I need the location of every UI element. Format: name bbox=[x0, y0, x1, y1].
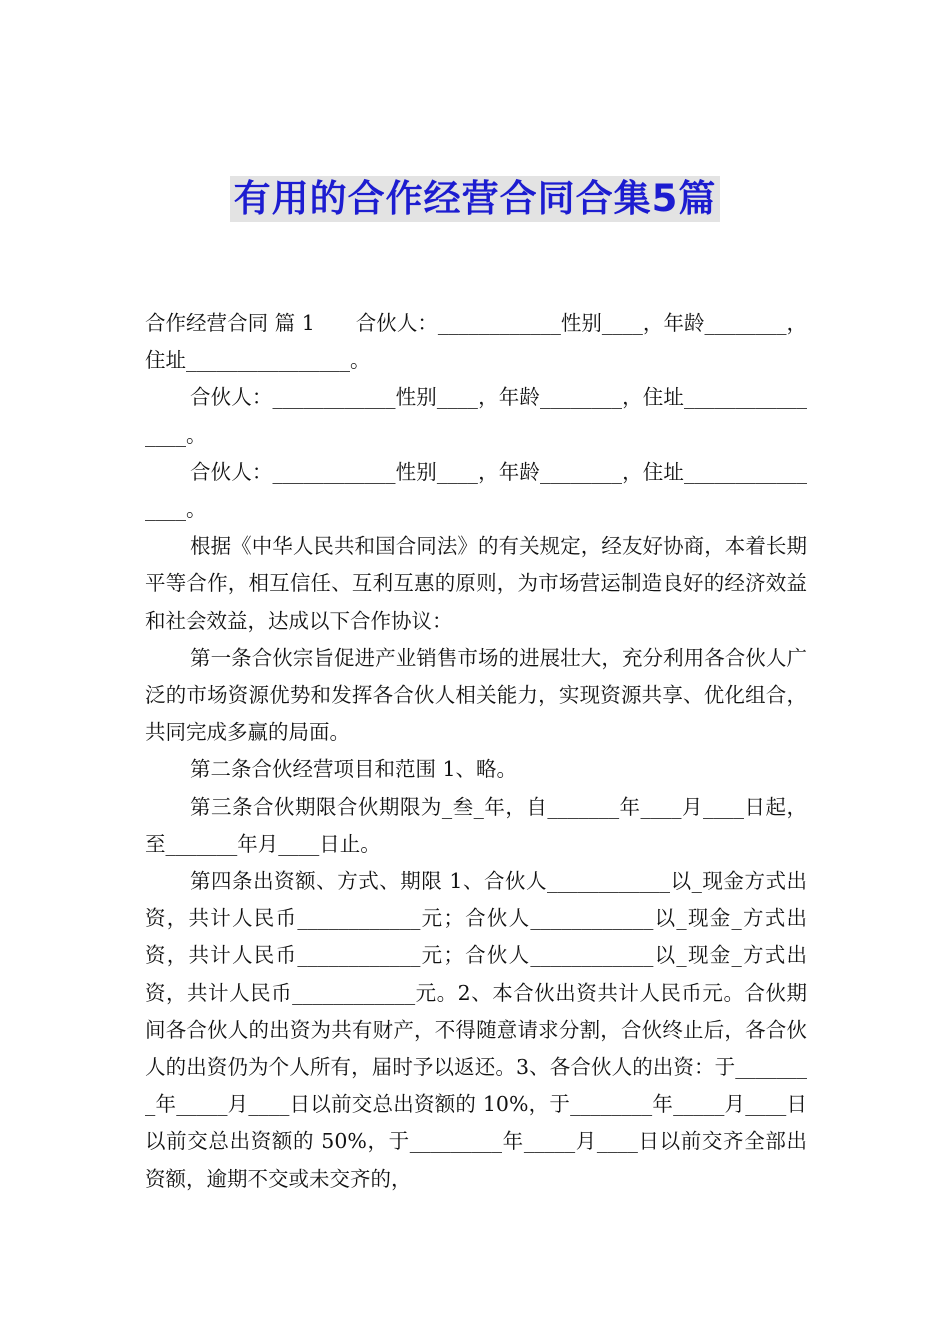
paragraph-article-1: 第一条合伙宗旨促进产业销售市场的进展壮大，充分利用各合伙人广泛的市场资源优势和发挥各合伙人相关能力，实现资源共享、优化组合，共同完成多赢的局面。 bbox=[145, 645, 807, 745]
paragraph-preamble: 根据《中华人民共和国合同法》的有关规定，经友好协商，本着长期平等合作，相互信任、互利互惠的原则，为市场营运制造良好的经济效益和社会效益，达成以下合作协议： bbox=[145, 534, 807, 633]
document-body bbox=[145, 305, 807, 1198]
paragraph-article-2: 第二条合伙经营项目和范围 1、略。 bbox=[190, 757, 518, 782]
paragraph-article-3: 第三条合伙期限合伙期限为_叁_年，自_______年____月____日起，至_______年月____日止。 bbox=[145, 794, 807, 856]
paragraph-article-4: 第四条出资额、方式、期限 1、合伙人____________以_现金方式出资，共计人民币____________元；合伙人____________以_现金_方式出资，共计人民币____________元；合伙人____________以_现金_方式出资，共计人民币____________元。2、本合伙出资共计人民币元。合伙期间各合伙人的出资为共有财产，不得随意请求分割，合伙终止后，各合伙人的出资仍为个人所有，届时予以返还。3、各合伙人的出资：于________年_____月____日以前交总出资额的 10%，于________年_____月____日以前交总出资额的 50%，于_________年_____月____日以前交齐全部出资额，逾期不交或未交齐的， bbox=[145, 869, 807, 1191]
paragraph-partner-2: 合伙人：____________性别____，年龄________，住址________________。 bbox=[145, 385, 807, 447]
title-text: 有用的合作经营合同合集5篇 bbox=[230, 176, 721, 222]
document-title bbox=[0, 176, 950, 222]
paragraph-partner-1: 合作经营合同 篇 1 合伙人：____________性别____，年龄________，住址________________。 bbox=[145, 311, 807, 373]
paragraph-partner-3: 合伙人：____________性别____，年龄________，住址________________。 bbox=[145, 459, 807, 522]
